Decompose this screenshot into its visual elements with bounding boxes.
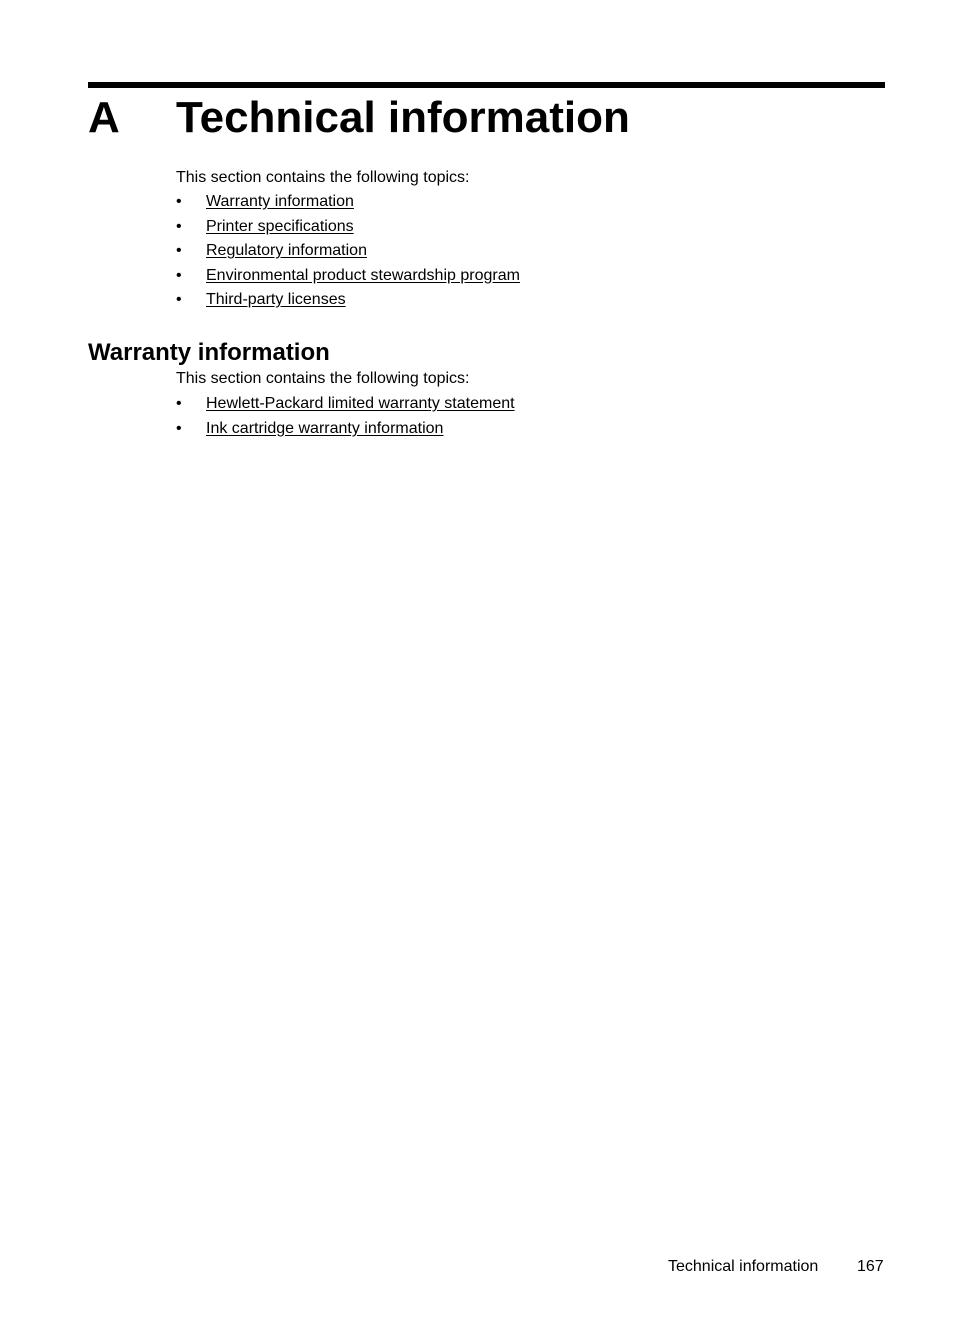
topic-link-third-party-licenses[interactable]: Third-party licenses xyxy=(206,291,346,308)
bullet-icon: • xyxy=(176,242,182,259)
chapter-letter: A xyxy=(88,93,120,142)
chapter-top-rule xyxy=(88,82,885,88)
chapter-title: Technical information xyxy=(176,93,630,142)
bullet-icon: • xyxy=(176,193,182,210)
topic-link-regulatory-information[interactable]: Regulatory information xyxy=(206,242,367,259)
list-item xyxy=(176,419,515,444)
warranty-section-heading: Warranty information xyxy=(88,339,330,366)
topic-link-hp-limited-warranty[interactable]: Hewlett-Packard limited warranty statement xyxy=(206,395,515,412)
list-item xyxy=(176,217,520,242)
list-item xyxy=(176,266,520,291)
list-item xyxy=(176,241,520,266)
topic-link-printer-specifications[interactable]: Printer specifications xyxy=(206,217,354,235)
topic-link-ink-cartridge-warranty[interactable]: Ink cartridge warranty information xyxy=(206,419,444,437)
footer-page-number: 167 xyxy=(857,1258,884,1275)
bullet-icon: • xyxy=(176,419,182,437)
footer-section-title: Technical information xyxy=(668,1258,819,1275)
bullet-icon: • xyxy=(176,217,182,235)
warranty-topic-list xyxy=(176,394,515,443)
warranty-intro-text: This section contains the following topics: xyxy=(176,370,470,387)
bullet-icon: • xyxy=(176,291,182,308)
topic-link-environmental-program[interactable]: Environmental product stewardship program xyxy=(206,266,520,284)
topic-link-warranty-information[interactable]: Warranty information xyxy=(206,193,354,210)
bullet-icon: • xyxy=(176,395,182,412)
list-item xyxy=(176,290,520,315)
list-item xyxy=(176,394,515,419)
chapter-intro-text: This section contains the following topics: xyxy=(176,169,470,186)
chapter-topic-list xyxy=(176,192,520,315)
list-item xyxy=(176,192,520,217)
bullet-icon: • xyxy=(176,266,182,284)
